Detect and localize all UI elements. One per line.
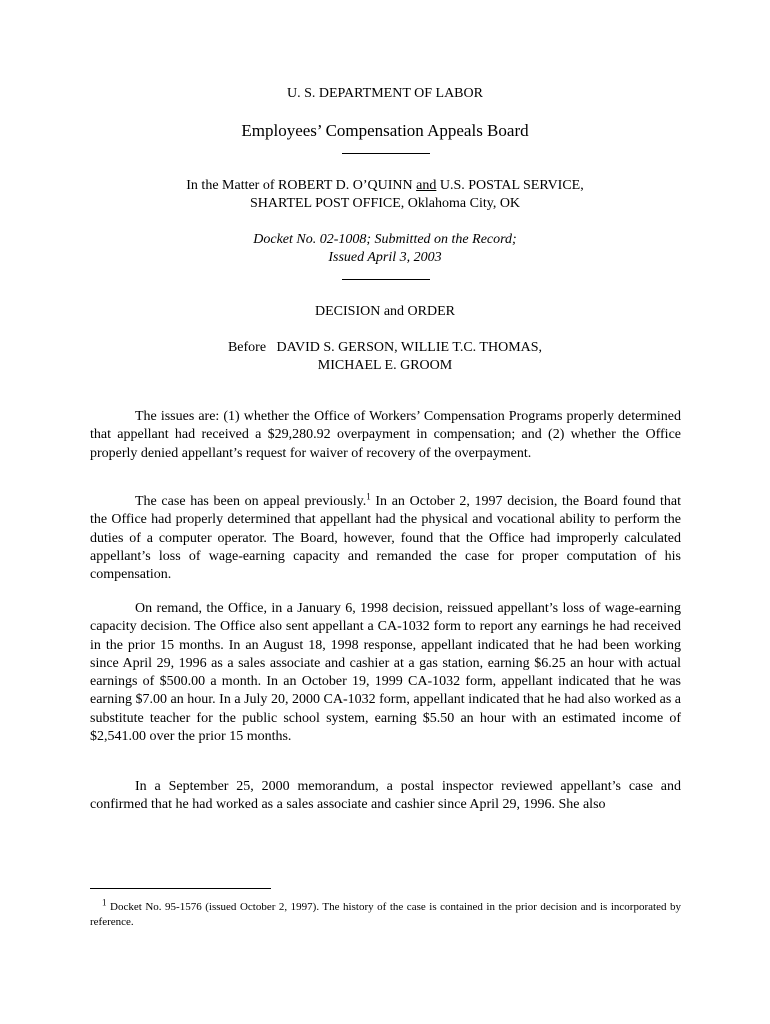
panel-line-1: Before DAVID S. GERSON, WILLIE T.C. THOMAS,	[227, 340, 543, 355]
board-title: Employees’ Compensation Appeals Board	[241, 121, 529, 140]
docket-line-2: Issued April 3, 2003	[328, 250, 442, 265]
paragraph-1-text: The issues are: (1) whether the Office of Workers’ Compensation Programs properly determined that appellant had received a $29,280.92 overpayment in compensation; and (2) whether the Office properly denied appellant’s request for waiver of recovery of the overpayment.	[90, 409, 681, 461]
footnote-reference: 1	[366, 491, 371, 502]
decision-title: DECISION and ORDER	[315, 304, 455, 319]
paragraph-2-text-start: The case has been on appeal previously.	[135, 494, 367, 509]
footnote	[90, 897, 681, 930]
matter-line-1	[0, 177, 770, 195]
docket-line-1: Docket No. 02-1008; Submitted on the Record;	[253, 232, 517, 247]
agency-heading: U. S. DEPARTMENT OF LABOR	[287, 86, 483, 101]
docket-rule	[342, 279, 430, 280]
matter-party-appellant: In the Matter of ROBERT D. O’QUINN	[186, 178, 417, 193]
matter-and: and	[416, 178, 437, 193]
footnote-separator	[90, 888, 271, 889]
paragraph-3-text: On remand, the Office, in a January 6, 1998 decision, reissued appellant’s loss of wage-earning capacity decision. The Office also sent appellant a CA-1032 form to report any earnings he had received in the prior 15 months. In an August 18, 1998 response, appellant indicated that he had been working since April 29, 1996 as a sales associate and cashier at a gas station, earning $6.25 an hour with actual earnings of $500.00 a month. In an October 19, 1999 CA-1032 form, appellant indicated that he was earning $7.00 an hour. In a July 20, 2000 CA-1032 form, appellant indicated that he had also worked as a substitute teacher for the public school system, earning $5.50 an hour with an estimated income of $2,541.00 over the prior 15 months.	[90, 601, 681, 745]
body-paragraph-4	[90, 778, 681, 815]
paragraph-2-text-end: In an October 2, 1997 decision, the Board found that the Office had properly determined that appellant had the physical and vocational ability to perform the duties of a computer operator. The Board, however, found that the Office had improperly calculated appellant’s loss of wage-earning capacity and remanded the case for proper computation of his compensation.	[90, 494, 682, 583]
footnote-text: Docket No. 95-1576 (issued October 2, 1997). The history of the case is contained in the prior decision and is incorporated by reference.	[90, 901, 681, 928]
matter-party-employer: U.S. POSTAL SERVICE,	[436, 178, 584, 193]
title-rule	[342, 153, 430, 154]
body-paragraph-2	[90, 493, 681, 584]
panel-line-2: MICHAEL E. GROOM	[317, 358, 453, 373]
paragraph-4-text: In a September 25, 2000 memorandum, a postal inspector reviewed appellant’s case and confirmed that he had worked as a sales associate and cashier since April 29, 1996. She also	[90, 779, 681, 813]
matter-line-2: SHARTEL POST OFFICE, Oklahoma City, OK	[249, 196, 521, 211]
body-paragraph-1	[90, 408, 681, 463]
body-paragraph-3	[90, 600, 681, 746]
footnote-marker: 1	[102, 897, 107, 908]
